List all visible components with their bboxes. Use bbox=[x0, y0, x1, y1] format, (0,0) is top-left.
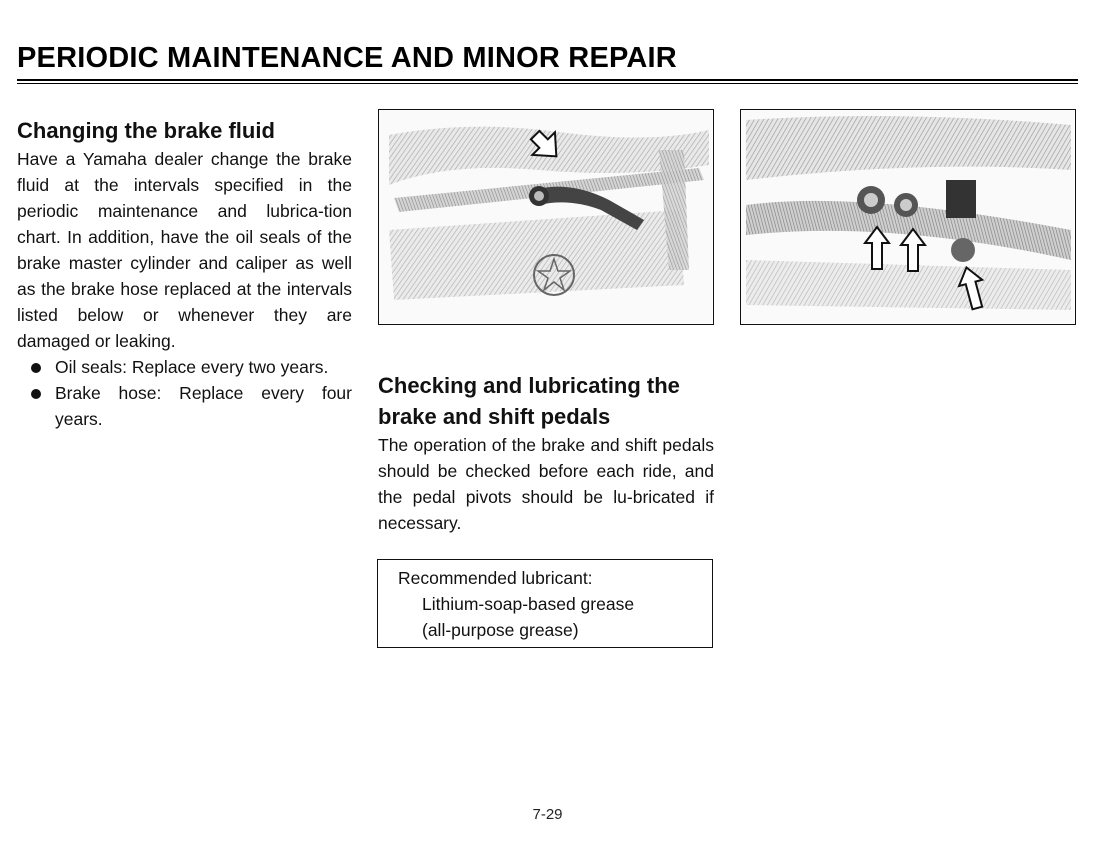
lubricant-box bbox=[377, 559, 713, 648]
replacement-list bbox=[17, 354, 352, 432]
brake-fluid-section bbox=[17, 116, 352, 432]
shift-pedal-photo bbox=[740, 109, 1076, 325]
lubricant-line2: (all-purpose grease) bbox=[422, 620, 579, 640]
brake-fluid-paragraph: Have a Yamaha dealer change the brake fluid at the intervals specified in the periodic maintenance and lubrica-tion chart. In addition, have the oil seals of the brake master cylinder and caliper as well as the brake hose replaced at the intervals listed below or whenever they are damaged or leaking. bbox=[17, 149, 352, 351]
brake-fluid-heading: Changing the brake fluid bbox=[17, 118, 275, 143]
pedals-section bbox=[378, 370, 714, 536]
bullet-icon bbox=[31, 389, 41, 399]
pedals-heading bbox=[378, 370, 714, 432]
list-item bbox=[17, 354, 352, 380]
list-item-text: Oil seals: Replace every two years. bbox=[55, 357, 329, 377]
pedals-paragraph: The operation of the brake and shift pedals should be checked before each ride, and the pedal pivots should be lu-bricated if necessary. bbox=[378, 435, 714, 533]
list-item bbox=[17, 380, 352, 432]
lubricant-label: Recommended lubricant: bbox=[398, 568, 593, 588]
header-rule bbox=[17, 79, 1078, 84]
page-number: 7-29 bbox=[532, 806, 563, 823]
list-item-text: Brake hose: Replace every four years. bbox=[55, 383, 352, 429]
shift-pedal-illustration bbox=[741, 110, 1074, 323]
pedals-heading-line1: Checking and lubricating the bbox=[378, 373, 680, 398]
page-title: PERIODIC MAINTENANCE AND MINOR REPAIR bbox=[17, 42, 677, 74]
brake-pedal-illustration bbox=[379, 110, 712, 323]
brake-pedal-photo bbox=[378, 109, 714, 325]
pedals-heading-line2: brake and shift pedals bbox=[378, 404, 611, 429]
bullet-icon bbox=[31, 363, 41, 373]
lubricant-line1: Lithium-soap-based grease bbox=[422, 594, 635, 614]
